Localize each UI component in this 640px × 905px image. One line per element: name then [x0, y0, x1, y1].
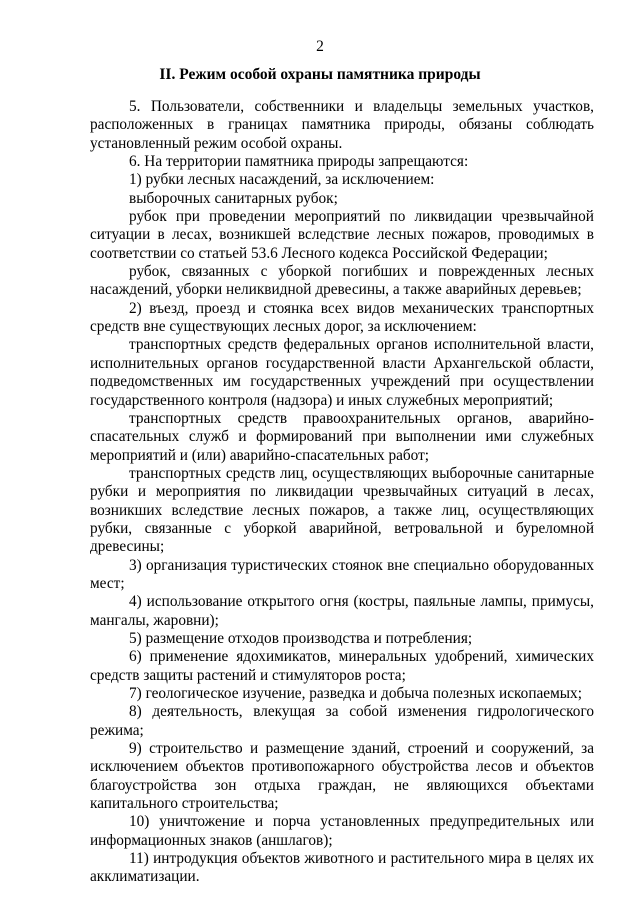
list-item-2: 2) въезд, проезд и стоянка всех видов механических транспортных средств вне существующих лесных дорог, за исключением: [90, 299, 594, 336]
list-item-10: 10) уничтожение и порча установленных предупредительных или информационных знаков (аншлагов); [90, 813, 594, 849]
list-item-3: 3) организация туристических стоянок вне специально оборудованных мест; [90, 556, 594, 592]
sub-item: рубок, связанных с уборкой погибших и поврежденных лесных насаждений, уборки неликвидной древесины, а также аварийных деревьев; [90, 263, 594, 299]
section-title: II. Режим особой охраны памятника природы [159, 66, 481, 83]
list-item-11: 11) интродукция объектов животного и растительного мира в целях их акклиматизации. [90, 850, 594, 886]
sub-item: рубок при проведении мероприятий по ликвидации чрезвычайной ситуации в лесах, возникшей вследствие лесных пожаров, проводимых в соответствии со статьей 53.6 Лесного кодекса Российской Федерации; [90, 208, 594, 262]
list-item-7: 7) геологическое изучение, разведка и добыча полезных ископаемых; [129, 685, 582, 702]
sub-item: транспортных средств правоохранительных органов, аварийно-спасательных служб и формирований при выполнении ими служебных мероприятий и (или) аварийно-спасательных работ; [90, 409, 594, 464]
list-item-5: 5) размещение отходов производства и потребления; [129, 629, 473, 647]
sub-item: выборочных санитарных рубок; [129, 189, 338, 207]
paragraph-item-5: 5. Пользователи, собственники и владельцы земельных участков, расположенных в границах памятника природы, обязаны соблюдать установленный режим особой охраны. [90, 98, 594, 152]
sub-item: транспортных средств лиц, осуществляющих выборочные санитарные рубки и мероприятия по ликвидации чрезвычайных ситуаций в лесах, возникших вследствие лесных пожаров, а также лиц, осуществляющих рубки, связанные с уборкой аварийной, ветровальной и буреломной древесины; [90, 464, 594, 556]
page-number: 2 [316, 38, 324, 55]
list-item-8: 8) деятельность, влекущая за собой изменения гидрологического режима; [90, 703, 594, 739]
list-item-4: 4) использование открытого огня (костры, паяльные лампы, примусы, мангалы, жаровни); [90, 593, 594, 629]
paragraph-item-6: 6. На территории памятника природы запрещаются: [129, 153, 469, 171]
list-item-1: 1) рубки лесных насаждений, за исключением: [129, 171, 435, 189]
list-item-9: 9) строительство и размещение зданий, строений и сооружений, за исключением объектов противопожарного обустройства лесов и объектов благоустройства зон отдыха граждан, не являющихся объектами капитального строительства; [90, 740, 594, 813]
sub-item: транспортных средств федеральных органов исполнительной власти, исполнительных органов государственной власти Архангельской области, подведомственных им государственных учреждений при осуществлении государственного контроля (надзора) и иных служебных мероприятий; [90, 336, 594, 409]
list-item-6: 6) применение ядохимикатов, минеральных удобрений, химических средств защиты растений и стимуляторов роста; [90, 648, 594, 684]
document-body [90, 98, 594, 887]
